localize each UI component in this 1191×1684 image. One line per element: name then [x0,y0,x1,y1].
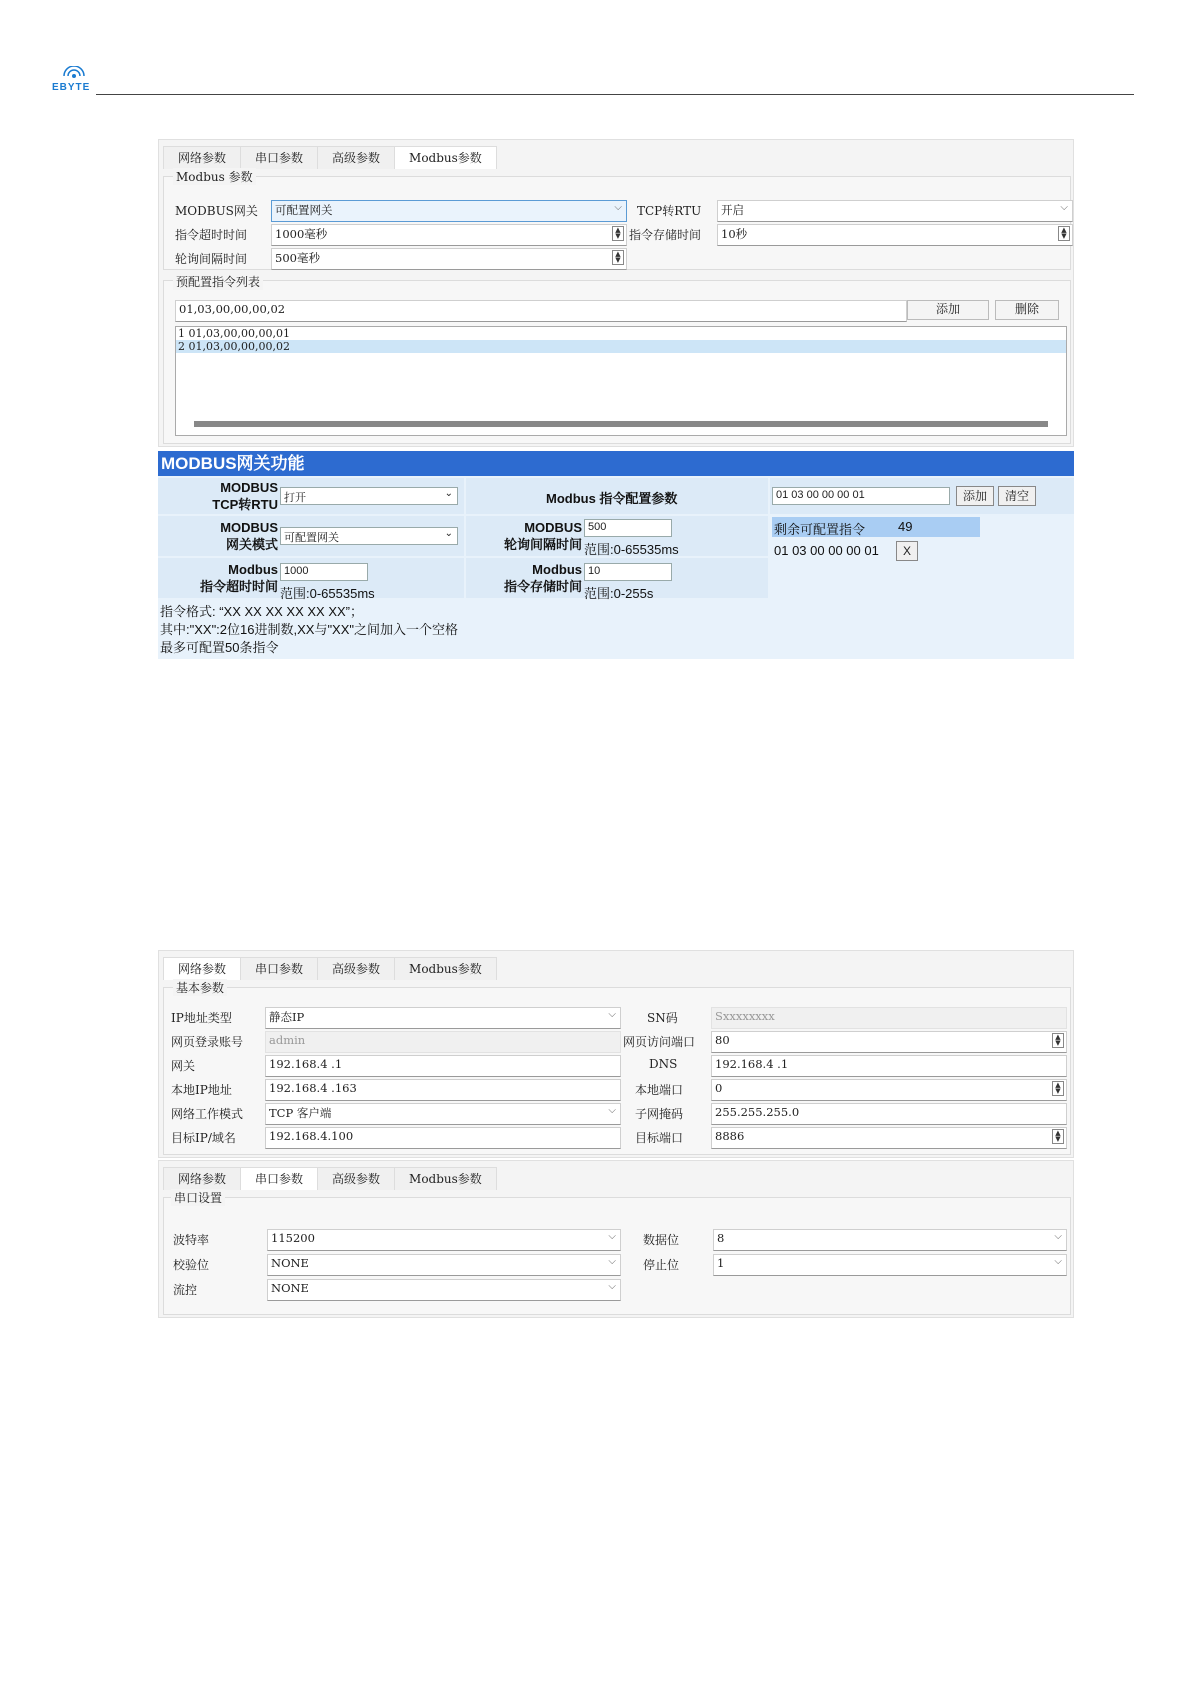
poll-interval-label: 轮询间隔时间 [175,252,248,266]
chevron-down-icon: ⌵ [1054,1256,1062,1267]
gateway-input[interactable] [265,1055,621,1077]
spin-arrows-icon[interactable]: ▲ ▼ [612,250,624,265]
target-port-label: 目标端口 [635,1131,684,1145]
baud-label: 波特率 [173,1233,210,1247]
gateway-label: 网关 [171,1059,196,1073]
modbus-config-window [158,139,1074,447]
tcp-rtu-select[interactable] [717,200,1073,222]
poll-interval-spinbox[interactable] [271,248,627,270]
list-item-selected[interactable]: 2 01,03,00,00,00,02 [176,340,1066,353]
label-line-2: TCP转RTU [212,497,278,512]
parity-label: 校验位 [173,1258,210,1272]
chevron-down-icon: ⌵ [614,202,622,213]
dns-label: DNS [649,1057,678,1071]
web-account-field [265,1031,621,1053]
cmd-storage-label: 指令存储时间 [629,228,702,242]
work-mode-label: 网络工作模式 [171,1107,244,1121]
gw-mode-select[interactable] [280,527,458,545]
timeout-label [158,561,278,595]
tcp-rtu-value: 开启 [721,203,744,217]
tab-advanced[interactable]: 高级参数 [317,1167,395,1190]
web-port-value: 80 [715,1033,730,1047]
group-title: 基本参数 [173,979,227,996]
tab-bar [163,146,496,168]
add-button[interactable]: 添加 [956,486,994,506]
preset-cmd-value: 01,03,00,00,00,02 [179,302,286,316]
chevron-down-icon: ⌵ [1060,202,1068,213]
web-modbus-panel [158,451,1074,659]
ip-type-label: IP地址类型 [171,1011,232,1025]
config-cmd-input[interactable]: 01 03 00 00 00 01 [772,487,950,505]
web-account-value: admin [269,1033,306,1047]
chevron-down-icon: ⌵ [608,1009,616,1020]
local-port-label: 本地端口 [635,1083,684,1097]
cmd-timeout-spinbox[interactable] [271,224,627,246]
sn-field [711,1007,1067,1029]
tab-bar [163,957,496,979]
web-account-label: 网页登录账号 [171,1035,244,1049]
chevron-down-icon: ⌵ [608,1231,616,1242]
tab-modbus[interactable]: Modbus参数 [394,1167,497,1190]
parity-value: NONE [271,1256,309,1270]
group-title: 串口设置 [171,1189,225,1206]
group-title: Modbus 参数 [173,168,256,185]
subnet-label: 子网掩码 [635,1107,684,1121]
modbus-gateway-value: 可配置网关 [275,203,333,217]
ebyte-logo [52,66,100,96]
modbus-gateway-label: MODBUS网关 [175,204,258,218]
spin-arrows-icon[interactable]: ▲ ▼ [1052,1081,1064,1096]
sn-label: SN码 [647,1011,678,1025]
gw-mode-label [158,519,278,553]
cmd-timeout-value: 1000毫秒 [275,227,328,241]
horizontal-scrollbar[interactable] [194,421,1048,427]
dns-value: 192.168.4 .1 [715,1057,789,1071]
label-line-2: 轮询间隔时间 [503,537,582,552]
tab-network[interactable]: 网络参数 [163,957,241,980]
config-label: Modbus 指令配置参数 [546,491,678,506]
cmd-storage-spinbox[interactable] [717,224,1073,246]
label-line-2: 指令超时时间 [199,579,278,594]
chevron-down-icon: ⌵ [608,1256,616,1267]
stop-bits-label: 停止位 [643,1258,680,1272]
local-ip-input[interactable] [265,1079,621,1101]
stop-bits-select[interactable] [713,1254,1067,1276]
target-ip-input[interactable] [265,1127,621,1149]
subnet-value: 255.255.255.0 [715,1105,800,1119]
note-max: 最多可配置50条指令 [160,640,279,655]
flow-select[interactable] [267,1279,621,1301]
remaining-label: 剩余可配置指令 [774,522,866,537]
target-port-spinbox[interactable] [711,1127,1067,1149]
data-bits-select[interactable] [713,1229,1067,1251]
spin-arrows-icon[interactable]: ▲ ▼ [612,226,624,241]
remove-cmd-button[interactable]: X [896,541,918,561]
tab-serial[interactable]: 串口参数 [240,957,318,980]
label-line-2: 网关模式 [225,537,278,552]
store-input[interactable]: 10 [584,563,672,581]
wifi-signal-icon [52,66,100,82]
data-bits-value: 8 [717,1231,725,1245]
gateway-value: 192.168.4 .1 [269,1057,343,1071]
work-mode-select[interactable] [265,1103,621,1125]
tab-modbus[interactable]: Modbus参数 [394,146,497,169]
spin-arrows-icon[interactable]: ▲ ▼ [1052,1129,1064,1144]
poll-interval-value: 500毫秒 [275,251,320,265]
tcp-rtu-label [158,479,278,513]
web-port-spinbox[interactable] [711,1031,1067,1053]
tcp-rtu-label: TCP转RTU [637,204,702,218]
list-item[interactable]: 1 01,03,00,00,00,01 [178,327,290,340]
target-ip-value: 192.168.4.100 [269,1129,354,1143]
tab-network[interactable]: 网络参数 [163,1167,241,1190]
flow-label: 流控 [173,1283,198,1297]
tab-serial[interactable]: 串口参数 [240,1167,318,1190]
sn-value: Sxxxxxxxx [715,1009,775,1023]
label-line-2: 指令存储时间 [503,579,582,594]
local-ip-value: 192.168.4 .163 [269,1081,357,1095]
store-label [466,561,582,595]
logo-text: EBYTE [52,82,91,93]
tab-network[interactable]: 网络参数 [163,146,241,169]
data-bits-label: 数据位 [643,1233,680,1247]
timeout-input[interactable]: 1000 [280,563,368,581]
cmd-timeout-label: 指令超时时间 [175,228,248,242]
network-config-window [158,950,1074,1158]
label-line-1: Modbus [532,562,582,577]
timeout-range: 范围:0-65535ms [280,586,375,601]
preset-cmd-input[interactable] [175,300,907,322]
flow-value: NONE [271,1281,309,1295]
label-line-1: MODBUS [220,520,278,535]
web-port-label: 网页访问端口 [623,1035,696,1049]
note-hex: 其中:"XX":2位16进制数,XX与"XX"之间加入一个空格 [160,622,459,637]
configured-cmd: 01 03 00 00 00 01 [774,543,879,558]
chevron-down-icon: ⌵ [608,1281,616,1292]
spin-arrows-icon[interactable]: ▲ ▼ [1052,1033,1064,1048]
label-line-1: MODBUS [524,520,582,535]
work-mode-value: TCP 客户端 [269,1106,332,1120]
poll-input[interactable]: 500 [584,519,672,537]
tab-serial[interactable]: 串口参数 [240,146,318,169]
ip-type-select[interactable] [265,1007,621,1029]
preset-cmd-list[interactable] [175,326,1067,436]
tab-modbus[interactable]: Modbus参数 [394,957,497,980]
delete-button[interactable]: 删除 [995,300,1059,320]
target-ip-label: 目标IP/域名 [171,1131,236,1145]
poll-label [466,519,582,553]
label-line-1: Modbus [228,562,278,577]
subnet-input[interactable] [711,1103,1067,1125]
serial-config-window [158,1160,1074,1318]
tab-advanced[interactable]: 高级参数 [317,957,395,980]
chevron-down-icon: ⌵ [1054,1231,1062,1242]
target-port-value: 8886 [715,1129,745,1143]
dns-input[interactable] [711,1055,1067,1077]
parity-select[interactable] [267,1254,621,1276]
store-range: 范围:0-255s [584,586,654,601]
header-rule [96,94,1134,95]
chevron-down-icon: ⌵ [608,1105,616,1116]
local-port-spinbox[interactable] [711,1079,1067,1101]
preset-title: 预配置指令列表 [173,273,263,290]
note-format: 指令格式: “XX XX XX XX XX XX”； [160,604,363,619]
baud-select[interactable] [267,1229,621,1251]
stop-bits-value: 1 [717,1256,725,1270]
add-button[interactable]: 添加 [907,300,989,320]
baud-value: 115200 [271,1231,315,1245]
web-panel-title: MODBUS网关功能 [158,451,1074,476]
tab-bar [163,1167,496,1189]
remaining-value: 49 [898,519,913,534]
local-ip-label: 本地IP地址 [171,1083,232,1097]
tcp-rtu-select[interactable] [280,487,458,505]
gw-mode-value: 可配置网关 [284,532,339,544]
clear-button[interactable]: 清空 [998,486,1036,506]
local-port-value: 0 [715,1081,723,1095]
poll-range: 范围:0-65535ms [584,542,679,557]
spin-arrows-icon[interactable]: ▲ ▼ [1058,226,1070,241]
ip-type-value: 静态IP [269,1010,305,1024]
cmd-storage-value: 10秒 [721,227,748,241]
chevron-down-icon: ⌄ [444,488,453,499]
tcp-rtu-value: 打开 [284,492,306,504]
label-line-1: MODBUS [220,480,278,495]
modbus-gateway-select[interactable] [271,200,627,222]
chevron-down-icon: ⌄ [444,528,453,539]
tab-advanced[interactable]: 高级参数 [317,146,395,169]
